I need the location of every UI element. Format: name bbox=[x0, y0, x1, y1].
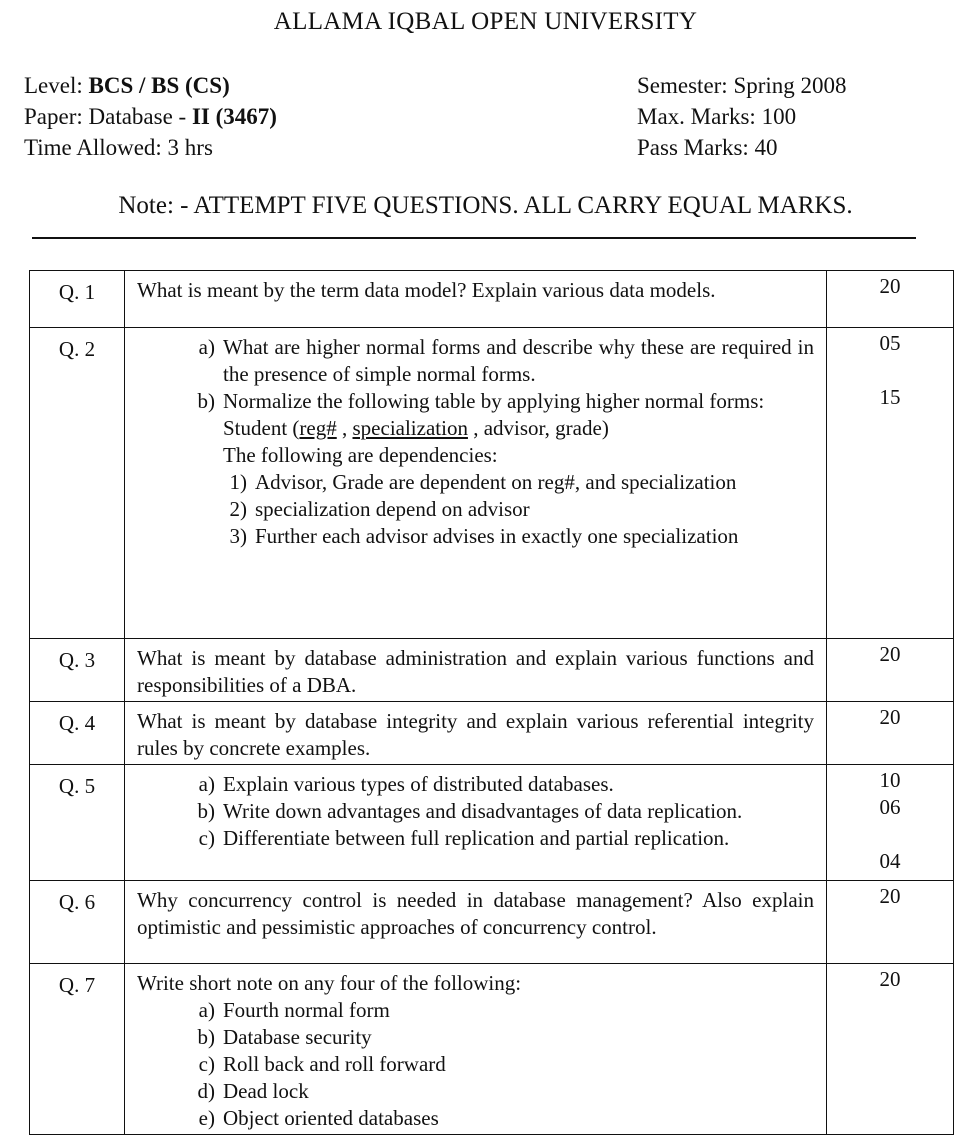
student-suffix: , advisor, grade) bbox=[467, 416, 609, 440]
sub-label: e) bbox=[198, 1106, 215, 1130]
dependency-item bbox=[137, 496, 814, 523]
sub-label: b) bbox=[197, 799, 215, 823]
sub-question bbox=[137, 334, 814, 388]
sub-text: Object oriented databases bbox=[223, 1106, 439, 1130]
semester: Semester: Spring 2008 bbox=[637, 73, 847, 98]
q1-text: What is meant by the term data model? Explain various data models. bbox=[137, 278, 716, 302]
question-number: Q. 6 bbox=[30, 881, 125, 964]
question-text bbox=[125, 964, 827, 1135]
question-text: What is meant by database administration and explain various functions and responsibilities of a DBA. bbox=[125, 639, 827, 702]
sub-question bbox=[137, 771, 814, 798]
question-text: Why concurrency control is needed in database management? Also explain optimistic and pessimistic approaches of concurrency control. bbox=[125, 881, 827, 964]
question-text bbox=[125, 271, 827, 328]
sub-question bbox=[137, 388, 814, 469]
sub-marks: 10 bbox=[879, 768, 901, 792]
sub-marks: 05 bbox=[879, 331, 901, 355]
question-text bbox=[125, 328, 827, 639]
questions-table bbox=[29, 270, 954, 1135]
question-row bbox=[30, 271, 954, 328]
sub-label: a) bbox=[198, 998, 215, 1022]
dependencies-intro: The following are dependencies: bbox=[223, 443, 498, 467]
note-instruction: Note: - ATTEMPT FIVE QUESTIONS. ALL CARRY EQUAL MARKS. bbox=[118, 192, 853, 219]
sub-question bbox=[137, 825, 814, 852]
question-row bbox=[30, 881, 954, 964]
dependency-item bbox=[137, 523, 814, 550]
sub-label: b) bbox=[197, 389, 215, 413]
sub-marks: 06 bbox=[879, 795, 901, 819]
paper-label: Paper: Database - bbox=[24, 104, 187, 129]
sub-text: Explain various types of distributed databases. bbox=[223, 772, 614, 796]
sub-text: Differentiate between full replication and partial replication. bbox=[223, 826, 730, 850]
sub-text-main: Normalize the following table by applying higher normal forms: bbox=[223, 389, 765, 413]
level-value: BCS / BS (CS) bbox=[88, 73, 230, 98]
sub-question bbox=[137, 1051, 814, 1078]
question-text: What is meant by database integrity and explain various referential integrity rules by concrete examples. bbox=[125, 702, 827, 765]
question-row bbox=[30, 964, 954, 1135]
question-number: Q. 2 bbox=[30, 328, 125, 639]
sub-question bbox=[137, 997, 814, 1024]
sub-text: Database security bbox=[223, 1025, 372, 1049]
question-marks: 20 bbox=[827, 964, 954, 1135]
sub-marks: 04 bbox=[879, 849, 901, 873]
dependency-item bbox=[137, 469, 814, 496]
dependency-label: 1) bbox=[229, 470, 247, 494]
sub-label: c) bbox=[198, 1052, 215, 1076]
sub-text: What are higher normal forms and describe why these are required in the presence of simple normal forms. bbox=[223, 335, 814, 386]
max-marks: Max. Marks: 100 bbox=[637, 104, 797, 129]
paper-line bbox=[24, 101, 277, 132]
question-number: Q. 3 bbox=[30, 639, 125, 702]
question-marks: 20 bbox=[827, 881, 954, 964]
question-number: Q. 4 bbox=[30, 702, 125, 765]
sub-text: Fourth normal form bbox=[223, 998, 390, 1022]
header-left bbox=[24, 70, 277, 163]
sub-text: Write down advantages and disadvantages of data replication. bbox=[223, 799, 743, 823]
student-key-specialization: specialization bbox=[352, 416, 468, 440]
sub-label: a) bbox=[198, 335, 215, 359]
sub-label: b) bbox=[197, 1025, 215, 1049]
question-row bbox=[30, 328, 954, 639]
sub-text: Dead lock bbox=[223, 1079, 309, 1103]
sub-question bbox=[137, 1078, 814, 1105]
question-intro: Write short note on any four of the following: bbox=[137, 971, 522, 995]
level-label: Level: bbox=[24, 73, 83, 98]
question-marks bbox=[827, 328, 954, 639]
university-title: ALLAMA IQBAL OPEN UNIVERSITY bbox=[273, 8, 698, 35]
dependency-label: 2) bbox=[229, 497, 247, 521]
question-row bbox=[30, 702, 954, 765]
question-marks: 20 bbox=[827, 271, 954, 328]
student-key-regno: reg# bbox=[299, 416, 337, 440]
dependency-text: Advisor, Grade are dependent on reg#, and specialization bbox=[255, 470, 737, 494]
question-number: Q. 7 bbox=[30, 964, 125, 1135]
pass-marks: Pass Marks: 40 bbox=[637, 135, 778, 160]
level-line bbox=[24, 70, 277, 101]
sub-text bbox=[223, 388, 814, 469]
question-row bbox=[30, 765, 954, 881]
student-prefix: Student ( bbox=[223, 416, 300, 440]
paper-value: II (3467) bbox=[191, 104, 277, 129]
student-sep: , bbox=[336, 416, 353, 440]
sub-label: a) bbox=[198, 772, 215, 796]
sub-text: Roll back and roll forward bbox=[223, 1052, 446, 1076]
header-divider bbox=[32, 237, 916, 239]
sub-label: d) bbox=[197, 1079, 215, 1103]
time-allowed: Time Allowed: 3 hrs bbox=[24, 135, 213, 160]
question-number: Q. 1 bbox=[30, 271, 125, 328]
question-row bbox=[30, 639, 954, 702]
header-right bbox=[637, 70, 847, 163]
sub-marks: 15 bbox=[879, 385, 901, 409]
question-number: Q. 5 bbox=[30, 765, 125, 881]
question-marks bbox=[827, 765, 954, 881]
dependency-text: specialization depend on advisor bbox=[255, 497, 530, 521]
sub-label: c) bbox=[198, 826, 215, 850]
question-marks: 20 bbox=[827, 639, 954, 702]
question-marks: 20 bbox=[827, 702, 954, 765]
sub-question bbox=[137, 798, 814, 825]
dependency-label: 3) bbox=[229, 524, 247, 548]
sub-question bbox=[137, 1105, 814, 1132]
dependency-text: Further each advisor advises in exactly one specialization bbox=[255, 524, 739, 548]
question-text bbox=[125, 765, 827, 881]
sub-question bbox=[137, 1024, 814, 1051]
